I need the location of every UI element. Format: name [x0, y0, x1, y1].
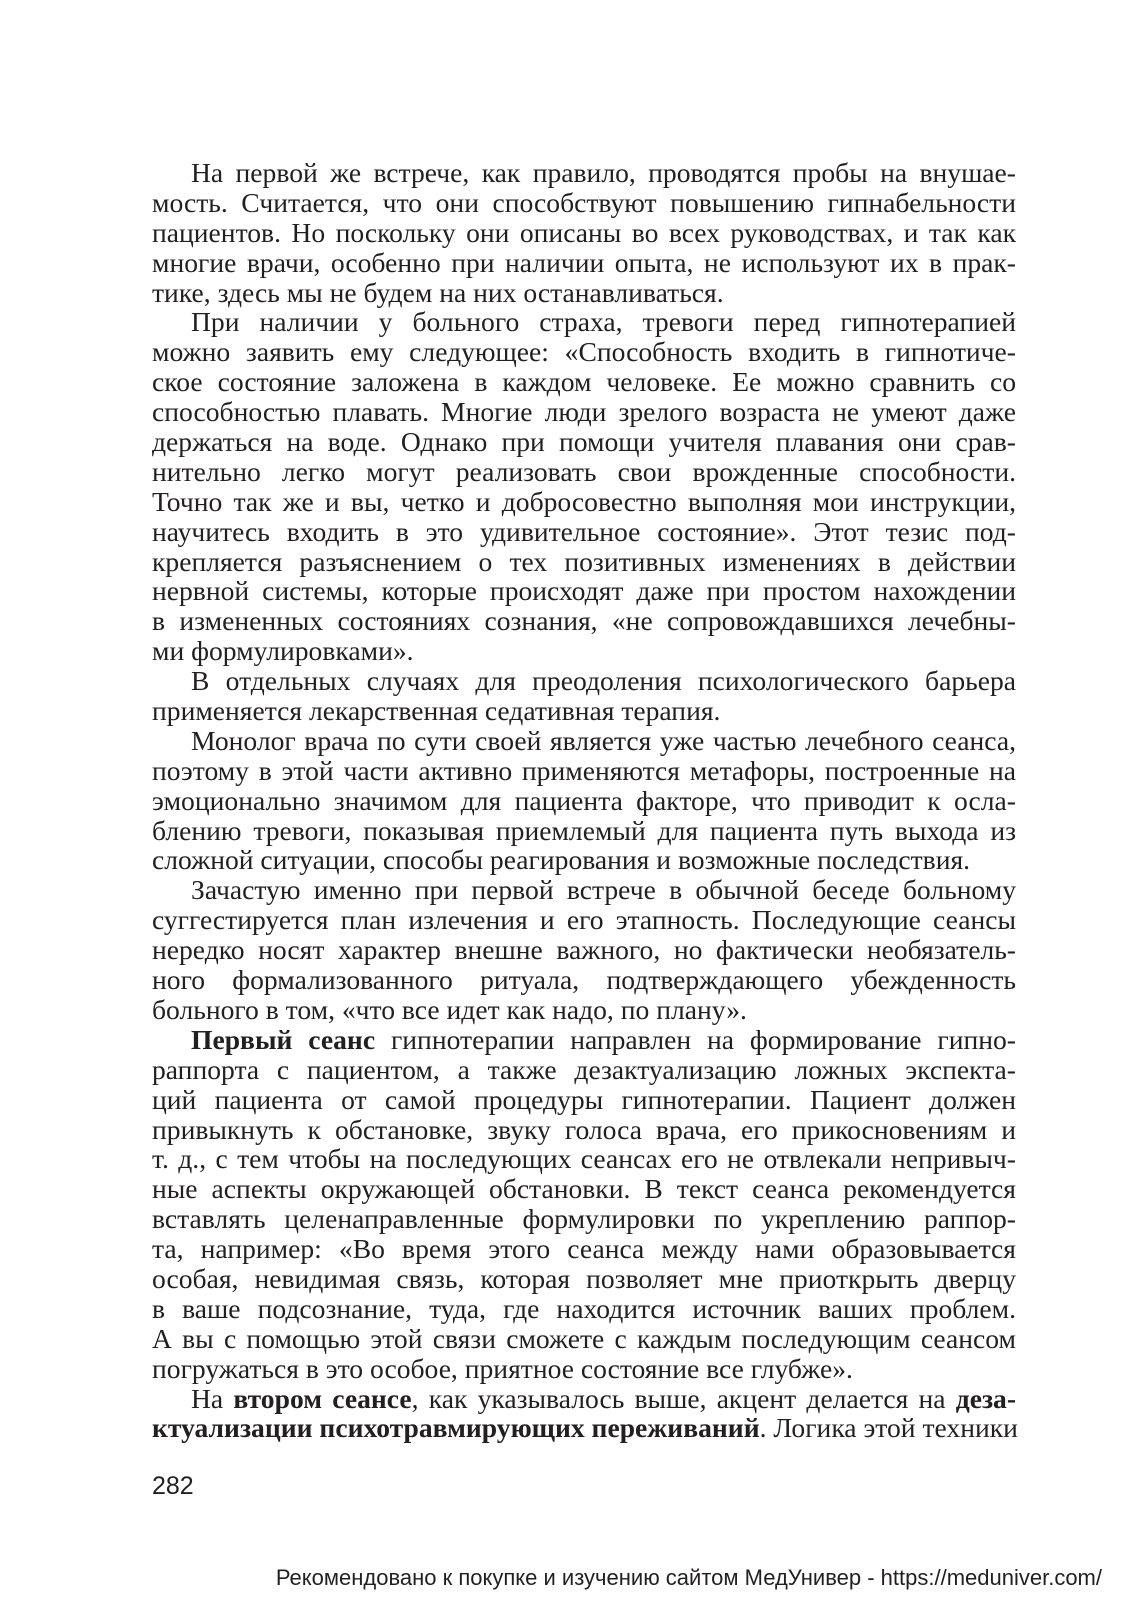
bold-term: ктуализации психотравмирующих переживаний — [152, 1412, 760, 1444]
text-run: держаться на воде. Однако при помощи учителя плавания они срав- — [152, 426, 1016, 458]
text-run: нередко носят характер внешне важного, но фактически необязатель- — [152, 934, 1016, 966]
text-run: На — [191, 1382, 234, 1414]
text-run: научитесь входить в это удивительное состояние». Этот тезис под- — [152, 515, 1016, 547]
text-run: А вы с помощью этой связи сможете с каждым последующим сеансом — [152, 1322, 1016, 1354]
text-line — [152, 307, 1016, 337]
text-line — [152, 367, 1016, 397]
text-line — [152, 1384, 1016, 1414]
text-run: гипнотерапии направлен на формирование гипно- — [375, 1023, 1016, 1055]
text-run: нервной системы, которые происходят даже при простом нахождении — [152, 575, 1016, 607]
text-line — [152, 995, 1016, 1025]
text-line — [152, 1294, 1016, 1324]
text-run: в ваше подсознание, туда, где находится источник ваших проблем. — [152, 1292, 1016, 1324]
bold-term: Первый сеанс — [191, 1023, 376, 1055]
text-run: погружаться в это особое, приятное состояние все глубже». — [152, 1352, 853, 1384]
text-line — [152, 1204, 1016, 1234]
text-run: т. д., с тем чтобы на последующих сеансах его не отвлекали непривыч- — [152, 1143, 1016, 1175]
text-line — [152, 576, 1016, 606]
text-run: тике, здесь мы не будем на них останавливаться. — [152, 276, 724, 308]
text-run: поэтому в этой части активно применяются метафоры, построенные на — [152, 754, 1016, 786]
text-line — [152, 875, 1016, 905]
paragraph — [152, 875, 1016, 1024]
text-run: можно заявить ему следующее: «Способность входить в гипнотиче- — [152, 336, 1016, 368]
text-run: привыкнуть к обстановке, звуку голоса врача, его прикосновениям и — [152, 1113, 1016, 1145]
text-line — [152, 1234, 1016, 1264]
text-line — [152, 1324, 1016, 1354]
bold-term: втором сеансе — [233, 1382, 412, 1414]
text-run: При наличии у больного страха, тревоги перед гипнотерапией — [191, 306, 1016, 338]
footer-recommendation: Рекомендовано к покупке и изучению сайтом МедУнивер - https://meduniver.com/ — [275, 1565, 1102, 1590]
page-number: 282 — [152, 1472, 194, 1500]
text-run: , как указывалось выше, акцент делается на — [411, 1382, 956, 1414]
text-line — [152, 935, 1016, 965]
paragraph — [152, 726, 1016, 875]
paragraph — [152, 1384, 1016, 1444]
text-run: та, например: «Во время этого сеанса между нами образовывается — [152, 1233, 1016, 1265]
text-run: в измененных состояниях сознания, «не сопровождавшихся лечебны- — [152, 605, 1016, 637]
text-run: . Логика этой техники — [759, 1412, 1018, 1444]
text-line — [152, 1264, 1016, 1294]
text-line — [152, 816, 1016, 846]
text-line — [152, 1144, 1016, 1174]
text-line — [152, 786, 1016, 816]
text-line — [152, 606, 1016, 636]
text-line — [152, 1025, 1016, 1055]
body-text — [152, 158, 1016, 1443]
text-line — [152, 905, 1016, 935]
paragraph — [152, 158, 1016, 307]
text-run: мость. Считается, что они способствуют повышению гипнабельности — [152, 186, 1016, 218]
text-run: больного в том, «что все идет как надо, по плану». — [152, 993, 747, 1025]
text-run: способностью плавать. Многие люди зрелого возраста не умеют даже — [152, 396, 1016, 428]
text-line — [152, 726, 1016, 756]
text-run: ми формулировками». — [152, 635, 414, 667]
text-line — [152, 1174, 1016, 1204]
text-line — [152, 278, 1016, 308]
text-line — [152, 965, 1016, 995]
text-line — [152, 427, 1016, 457]
text-run: сложной ситуации, способы реагирования и возможные последствия. — [152, 844, 971, 876]
text-line — [152, 457, 1016, 487]
text-run: ское состояние заложена в каждом человеке. Ее можно сравнить со — [152, 366, 1016, 398]
text-run: ций пациента от самой процедуры гипнотерапии. Пациент должен — [152, 1083, 1016, 1115]
text-run: ные аспекты окружающей обстановки. В текст сеанса рекомендуется — [152, 1173, 1016, 1205]
text-line — [152, 696, 1016, 726]
text-line — [152, 337, 1016, 367]
text-run: Зачастую именно при первой встрече в обычной беседе больному — [191, 874, 1016, 906]
text-run: В отдельных случаях для преодоления психологического барьера — [191, 665, 1016, 697]
text-run: блению тревоги, показывая приемлемый для пациента путь выхода из — [152, 814, 1016, 846]
text-run: применяется лекарственная седативная терапия. — [152, 695, 721, 727]
text-line — [152, 1055, 1016, 1085]
text-line — [152, 487, 1016, 517]
text-run: нительно легко могут реализовать свои врожденные способности. — [152, 455, 1016, 487]
text-line — [152, 845, 1016, 875]
text-run: Точно так же и вы, четко и добросовестно выполняя мои инструкции, — [152, 485, 1016, 517]
paragraph — [152, 1025, 1016, 1384]
text-run: вставлять целенаправленные формулировки по укреплению раппор- — [152, 1203, 1016, 1235]
paragraph — [152, 666, 1016, 726]
text-line — [152, 1115, 1016, 1145]
paragraph — [152, 307, 1016, 666]
text-line — [152, 158, 1016, 188]
text-run: раппорта с пациентом, а также дезактуализацию ложных экспекта- — [152, 1053, 1016, 1085]
text-run: крепляется разъяснением о тех позитивных изменениях в действии — [152, 545, 1016, 577]
text-run: эмоционально значимом для пациента факторе, что приводит к осла- — [152, 784, 1016, 816]
text-run: пациентов. Но поскольку они описаны во всех руководствах, и так как — [152, 216, 1016, 248]
bold-term: деза- — [955, 1382, 1017, 1414]
text-line — [152, 666, 1016, 696]
text-line — [152, 1413, 1016, 1443]
text-line — [152, 397, 1016, 427]
text-line — [152, 1085, 1016, 1115]
text-line — [152, 517, 1016, 547]
text-line — [152, 636, 1016, 666]
text-run: многие врачи, особенно при наличии опыта, не используют их в прак- — [152, 246, 1016, 278]
text-line — [152, 1354, 1016, 1384]
text-run: ного формализованного ритуала, подтверждающего убежденность — [152, 964, 1016, 996]
text-run: Монолог врача по сути своей является уже частью лечебного сеанса, — [191, 724, 1016, 756]
text-run: суггестируется план излечения и его этапность. Последующие сеансы — [152, 904, 1016, 936]
text-line — [152, 218, 1016, 248]
text-run: особая, невидимая связь, которая позволяет мне приоткрыть дверцу — [152, 1262, 1016, 1294]
text-line — [152, 248, 1016, 278]
text-run: На первой же встрече, как правило, проводятся пробы на внушае- — [191, 157, 1016, 188]
text-line — [152, 547, 1016, 577]
text-line — [152, 756, 1016, 786]
text-line — [152, 188, 1016, 218]
